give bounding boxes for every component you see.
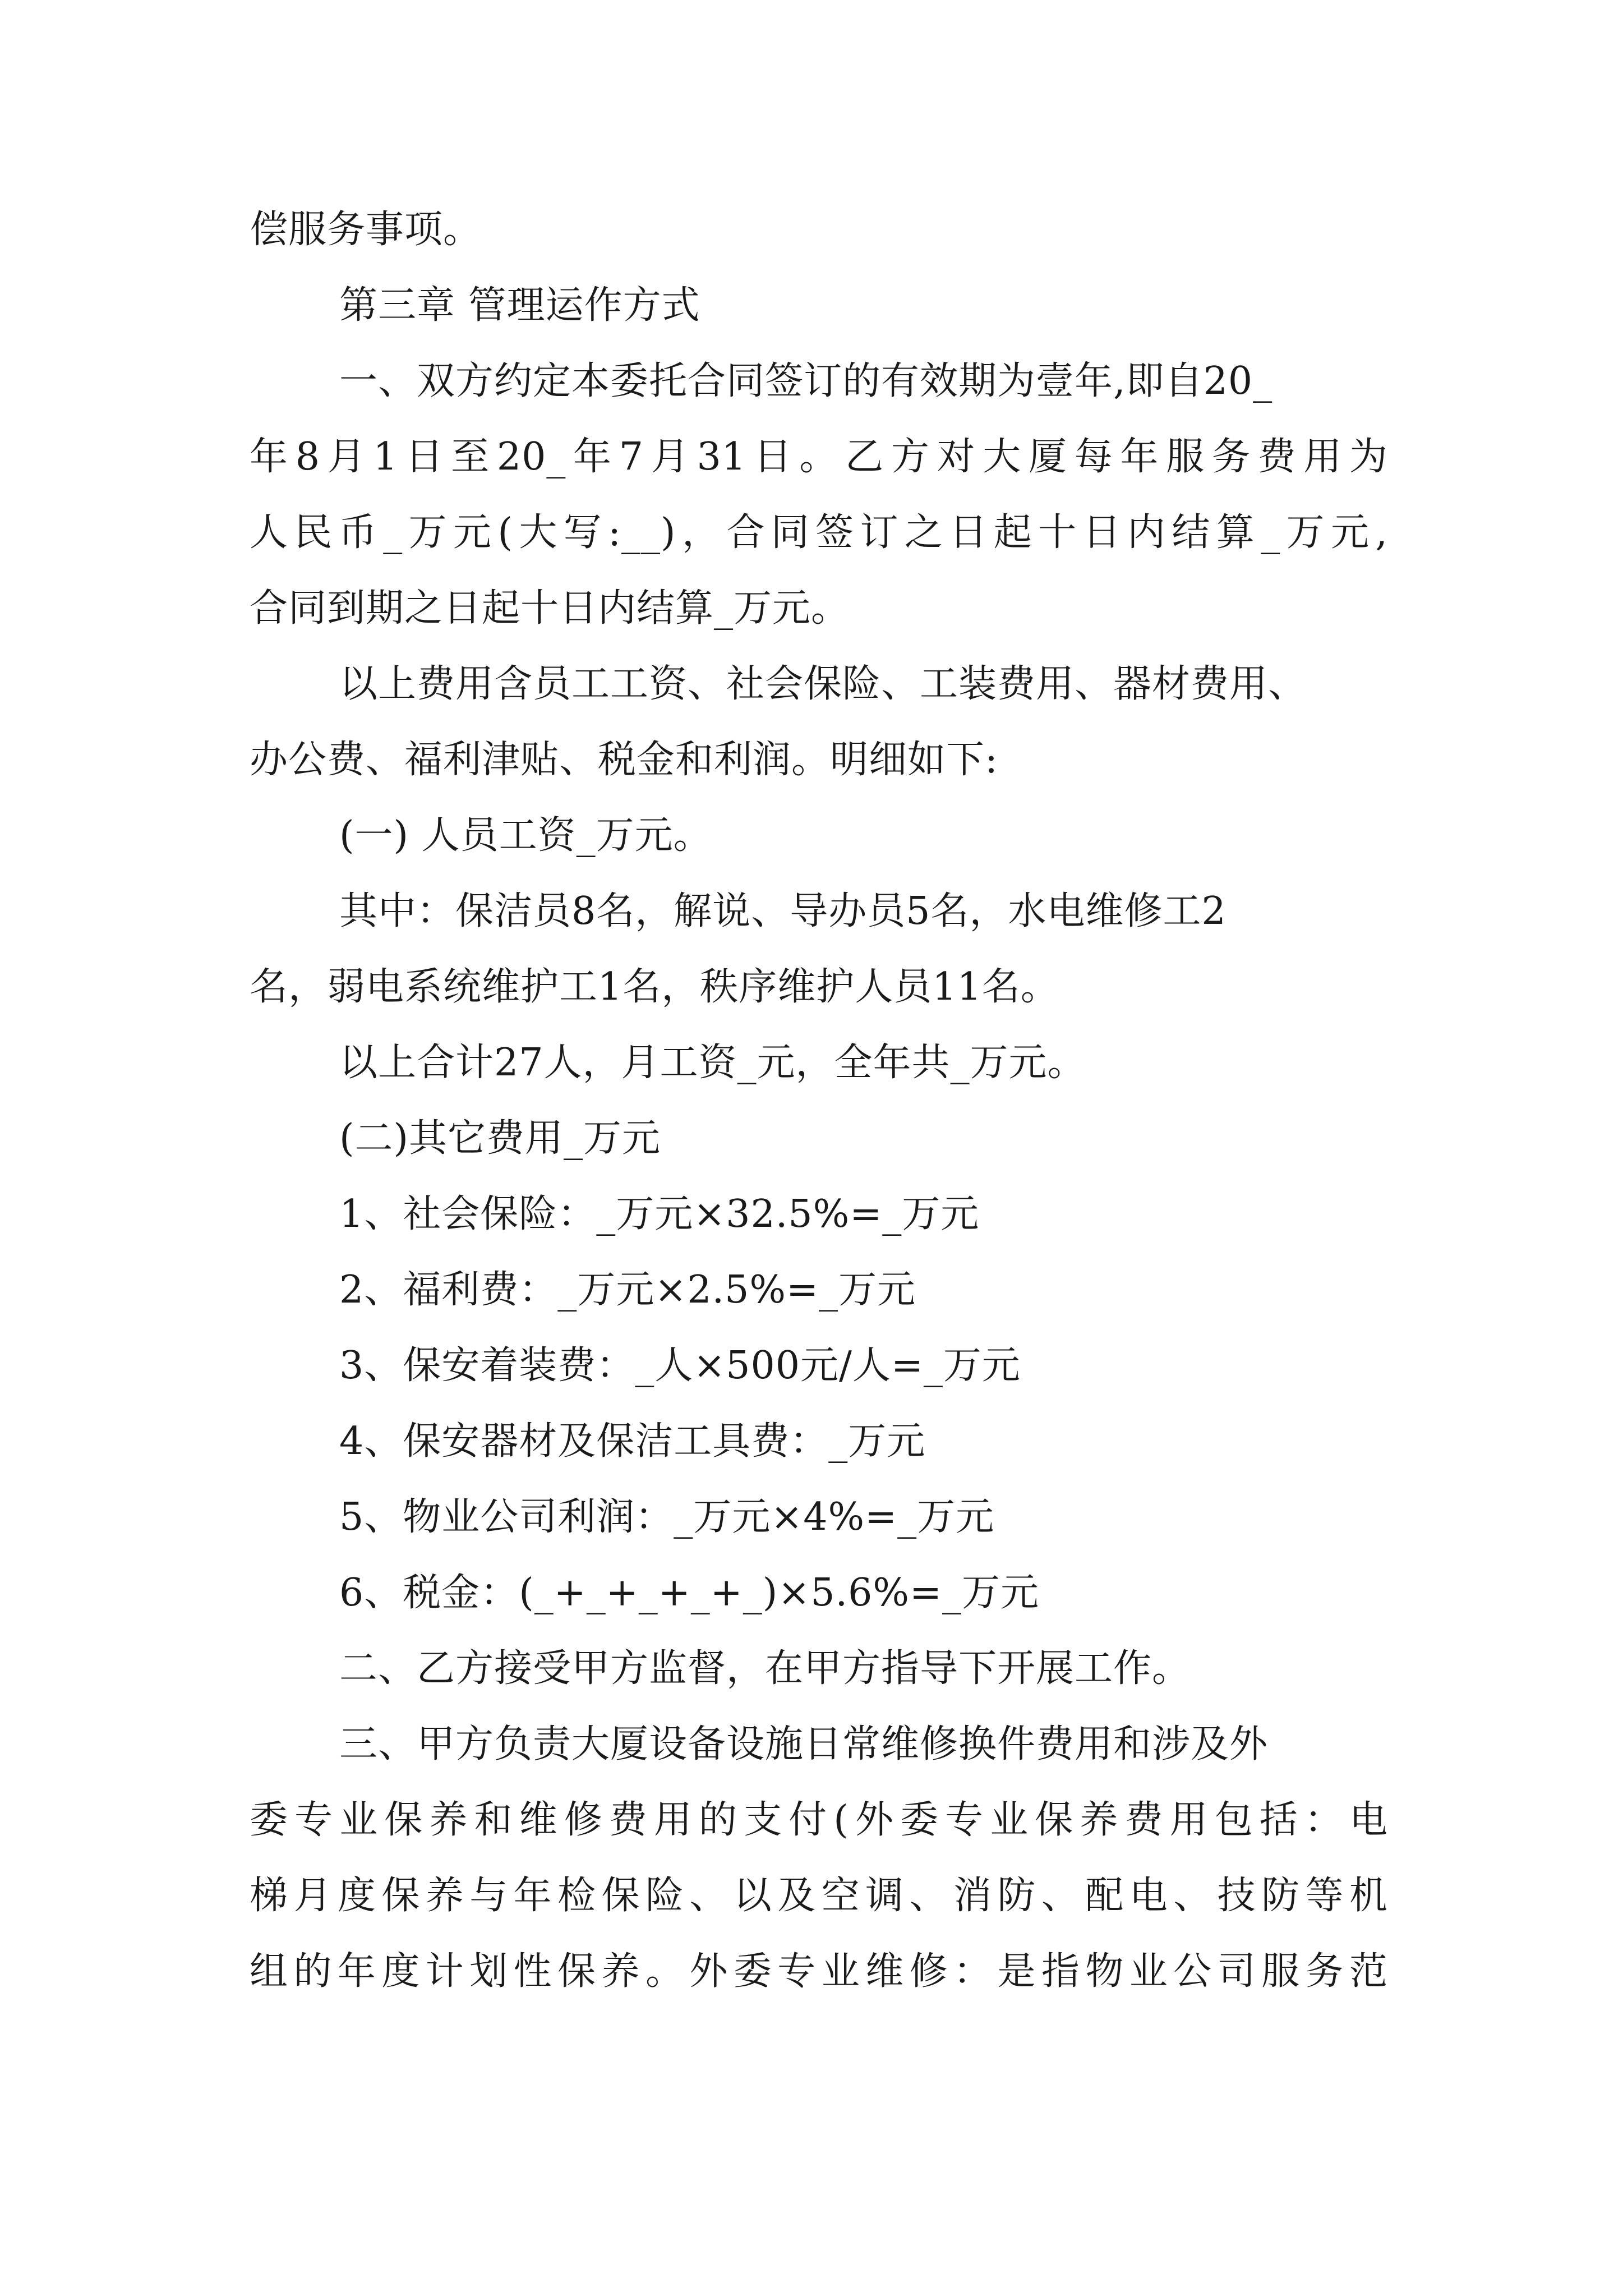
text-line: 其中：保洁员8名，解说、导办员5名，水电维修工2 [339, 889, 1227, 933]
text-line: 办公费、福利津贴、税金和利润。明细如下: [250, 738, 998, 782]
text-line: (一) 人员工资_万元。 [339, 813, 712, 858]
text-line: 梯月度保养与年检保险、以及空调、消防、配电、技防等机 [250, 1874, 1388, 1918]
text-line: 以上费用含员工工资、社会保险、工装费用、器材费用、 [339, 662, 1307, 706]
text-line: 人民币_万元(大写:__)，合同签订之日起十日内结算_万元, [250, 510, 1388, 555]
chapter-heading: 第三章 管理运作方式 [339, 283, 700, 328]
text-line: 一、双方约定本委托合同签订的有效期为壹年,即自20_ [339, 359, 1273, 403]
text-line: 1、社会保险：_万元×32.5%=_万元 [339, 1192, 980, 1236]
text-line: 年8月1日至20_年7月31日。乙方对大厦每年服务费用为 [250, 435, 1388, 479]
text-line: 5、物业公司利润：_万元×4%=_万元 [339, 1495, 995, 1539]
text-line: 3、保安着装费：_人×500元/人=_万元 [339, 1343, 1021, 1388]
text-line: 4、保安器材及保洁工具费：_万元 [339, 1419, 926, 1464]
text-line: 6、税金：(_+_+_+_+_)×5.6%=_万元 [339, 1571, 1039, 1615]
text-line: 二、乙方接受甲方监督，在甲方指导下开展工作。 [339, 1646, 1191, 1691]
text-line: 以上合计27人，月工资_元，全年共_万元。 [339, 1041, 1086, 1085]
text-line: 合同到期之日起十日内结算_万元。 [250, 586, 850, 631]
text-line: 三、甲方负责大厦设备设施日常维修换件费用和涉及外 [339, 1722, 1269, 1766]
text-line: 委专业保养和维修费用的支付(外委专业保养费用包括：电 [250, 1798, 1388, 1842]
text-line: 组的年度计划性保养。外委专业维修：是指物业公司服务范 [250, 1949, 1388, 1994]
text-line: 名，弱电系统维护工1名，秩序维护人员11名。 [250, 965, 1059, 1009]
text-line: 偿服务事项。 [250, 208, 482, 252]
text-line: (二)其它费用_万元 [339, 1116, 661, 1161]
text-line: 2、福利费：_万元×2.5%=_万元 [339, 1268, 916, 1312]
